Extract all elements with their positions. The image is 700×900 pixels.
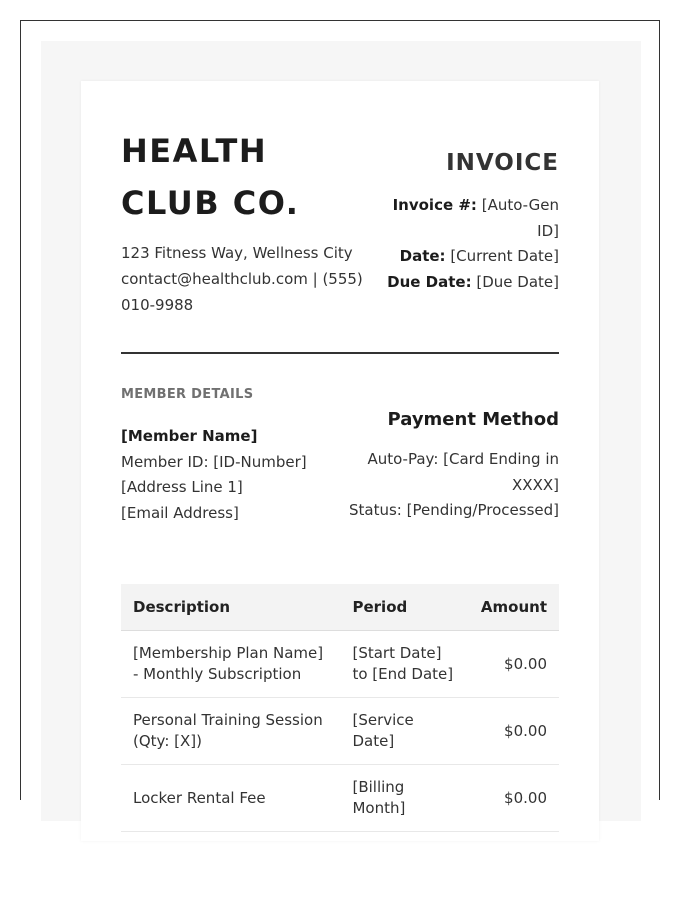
- member-details-heading: MEMBER DETAILS: [121, 387, 254, 402]
- payment-status: Status: [Pending/Processed]: [349, 501, 559, 520]
- invoice-paper: [81, 81, 599, 841]
- company-info: [121, 240, 391, 318]
- member-details: [121, 424, 341, 527]
- invoice-header: [379, 145, 559, 296]
- item-amount: $0.00: [469, 765, 559, 832]
- item-description: Locker Rental Fee: [121, 765, 340, 832]
- column-header-amount: Amount: [469, 584, 559, 631]
- table-header-row: [121, 584, 559, 631]
- company-contact: contact@healthclub.com | (555) 010-9988: [121, 270, 363, 314]
- invoice-number: [379, 193, 559, 244]
- company-address: 123 Fitness Way, Wellness City: [121, 244, 353, 262]
- column-header-description: Description: [121, 584, 340, 631]
- document-frame: [20, 20, 660, 817]
- item-period: [Start Date] to [End Date]: [340, 631, 468, 698]
- invoice-due-date: [379, 270, 559, 296]
- invoice-meta: [379, 193, 559, 296]
- column-header-period: Period: [340, 584, 468, 631]
- item-description: [Membership Plan Name] - Monthly Subscription: [121, 631, 340, 698]
- item-description: Personal Training Session (Qty: [X]): [121, 698, 340, 765]
- invoice-due-label: Due Date:: [387, 273, 472, 292]
- company-name: HEALTH CLUB CO.: [121, 132, 300, 222]
- member-address: [Address Line 1]: [121, 478, 243, 497]
- table-row: [121, 631, 559, 698]
- invoice-date: [379, 244, 559, 270]
- item-amount: $0.00: [469, 698, 559, 765]
- table-row: [121, 698, 559, 765]
- invoice-number-value: [Auto-Gen ID]: [481, 196, 559, 240]
- table-row: [121, 765, 559, 832]
- member-email: [Email Address]: [121, 504, 239, 523]
- invoice-number-label: Invoice #:: [392, 196, 477, 214]
- item-period: [Service Date]: [340, 698, 468, 765]
- invoice-title: INVOICE: [446, 150, 559, 176]
- invoice-date-value: [Current Date]: [450, 247, 559, 266]
- payment-method-title: Payment Method: [387, 409, 559, 430]
- payment-method: [339, 403, 559, 524]
- payment-autopay: Auto-Pay: [Card Ending in XXXX]: [367, 450, 559, 494]
- line-items-table: [121, 584, 559, 832]
- member-name: [Member Name]: [121, 427, 258, 445]
- member-id: Member ID: [ID-Number]: [121, 452, 307, 471]
- invoice-date-label: Date:: [399, 247, 446, 266]
- invoice-due-value: [Due Date]: [476, 273, 559, 292]
- item-period: [Billing Month]: [340, 765, 468, 832]
- item-amount: $0.00: [469, 631, 559, 698]
- payment-lines: [339, 447, 559, 524]
- page-backdrop: [41, 41, 641, 821]
- header-divider: [121, 352, 559, 354]
